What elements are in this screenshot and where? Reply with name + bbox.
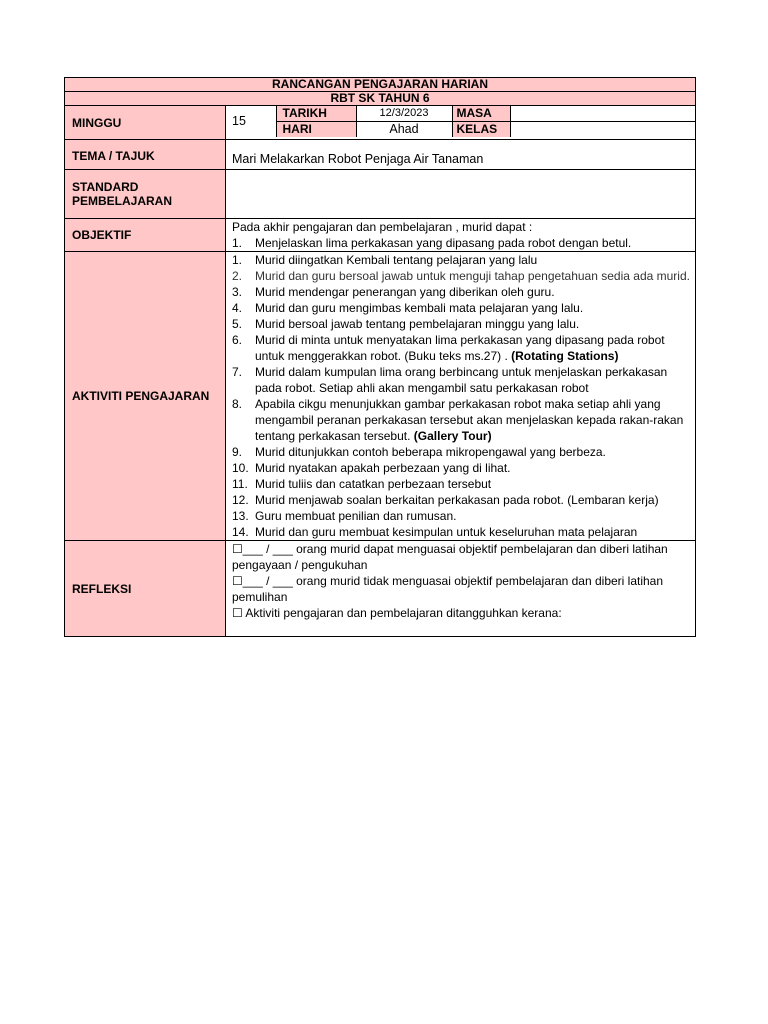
refleksi-line-not-mastered: ☐___ / ___ orang murid tidak menguasai objektif pembelajaran dan diberi latihan pemulihan (232, 574, 664, 604)
refleksi-cell (226, 541, 696, 637)
aktiviti-item: 10. Murid nyatakan apakah perbezaan yang di lihat. (232, 461, 511, 475)
kelas-value (510, 122, 696, 138)
aktiviti-cell (226, 252, 696, 541)
aktiviti-label: AKTIVITI PENGAJARAN (65, 252, 226, 541)
plan-subtitle: RBT SK TAHUN 6 (65, 92, 696, 106)
aktiviti-item: 3. Murid mendengar penerangan yang diberikan oleh guru. (232, 285, 555, 299)
aktiviti-item: 12. Murid menjawab soalan berkaitan perkakasan pada robot. (Lembaran kerja) (232, 493, 659, 507)
plan-title: RANCANGAN PENGAJARAN HARIAN (65, 78, 696, 92)
lesson-plan-sheet (64, 77, 695, 637)
refleksi-label: REFLEKSI (65, 541, 226, 637)
minggu-details-table (226, 106, 696, 137)
aktiviti-item: 7. Murid dalam kumpulan lima orang berbincang untuk menjelaskan perkakasan pada robot. Setiap ahli akan mengambil satu perkakasan robot (232, 365, 668, 395)
kelas-label: KELAS (452, 122, 510, 138)
objektif-list (226, 235, 695, 251)
masa-value (510, 106, 696, 122)
tarikh-value: 12/3/2023 (356, 106, 452, 122)
lesson-plan-table (64, 77, 696, 637)
objektif-item: 1. Menjelaskan lima perkakasan yang dipasang pada robot dengan betul. (232, 236, 632, 250)
tema-value: Mari Melakarkan Robot Penjaga Air Tanaman (226, 140, 696, 170)
objektif-label: OBJEKTIF (65, 219, 226, 252)
aktiviti-list (226, 252, 695, 540)
hari-label: HARI (276, 122, 356, 138)
aktiviti-item: 1. Murid diingatkan Kembali tentang pelajaran yang lalu (232, 253, 538, 267)
aktiviti-item: 2. Murid dan guru bersoal jawab untuk menguji tahap pengetahuan sedia ada murid. (232, 269, 690, 283)
tarikh-label: TARIKH (276, 106, 356, 122)
refleksi-line-mastered: ☐___ / ___ orang murid dapat menguasai objektif pembelajaran dan diberi latihan pengayaan / pengukuhan (232, 542, 668, 572)
standard-value (226, 170, 696, 219)
minggu-value: 15 (226, 106, 276, 137)
objektif-intro: Pada akhir pengajaran dan pembelajaran , murid dapat : (232, 220, 533, 234)
standard-label: STANDARD PEMBELAJARAN (65, 170, 226, 219)
tema-label: TEMA / TAJUK (65, 140, 226, 170)
aktiviti-item: 8. Apabila cikgu menunjukkan gambar perkakasan robot maka setiap ahli yang mengambil peranan perkakasan tersebut akan menjelaskan kepada rakan-rakan tentang perkakasan tersebut. (Gallery Tour) (232, 397, 684, 443)
aktiviti-item: 13. Guru membuat penilian dan rumusan. (232, 509, 457, 523)
aktiviti-item: 9. Murid ditunjukkan contoh beberapa mikropengawal yang berbeza. (232, 445, 606, 459)
aktiviti-item: 5. Murid bersoal jawab tentang pembelajaran minggu yang lalu. (232, 317, 580, 331)
aktiviti-item: 6. Murid di minta untuk menyatakan lima perkakasan yang dipasang pada robot untuk menggerakkan robot. (Buku teks ms.27) . (Rotating Stations) (232, 333, 665, 363)
aktiviti-item: 14. Murid dan guru membuat kesimpulan untuk keseluruhan mata pelajaran (232, 525, 638, 539)
hari-value: Ahad (356, 122, 452, 138)
minggu-label: MINGGU (65, 106, 226, 140)
objektif-cell (226, 219, 696, 252)
aktiviti-item: 11. Murid tuliis dan catatkan perbezaan tersebut (232, 477, 492, 491)
aktiviti-item: 4. Murid dan guru mengimbas kembali mata pelajaran yang lalu. (232, 301, 584, 315)
refleksi-line-postponed: ☐ Aktiviti pengajaran dan pembelajaran ditangguhkan kerana: (232, 606, 562, 620)
masa-label: MASA (452, 106, 510, 122)
